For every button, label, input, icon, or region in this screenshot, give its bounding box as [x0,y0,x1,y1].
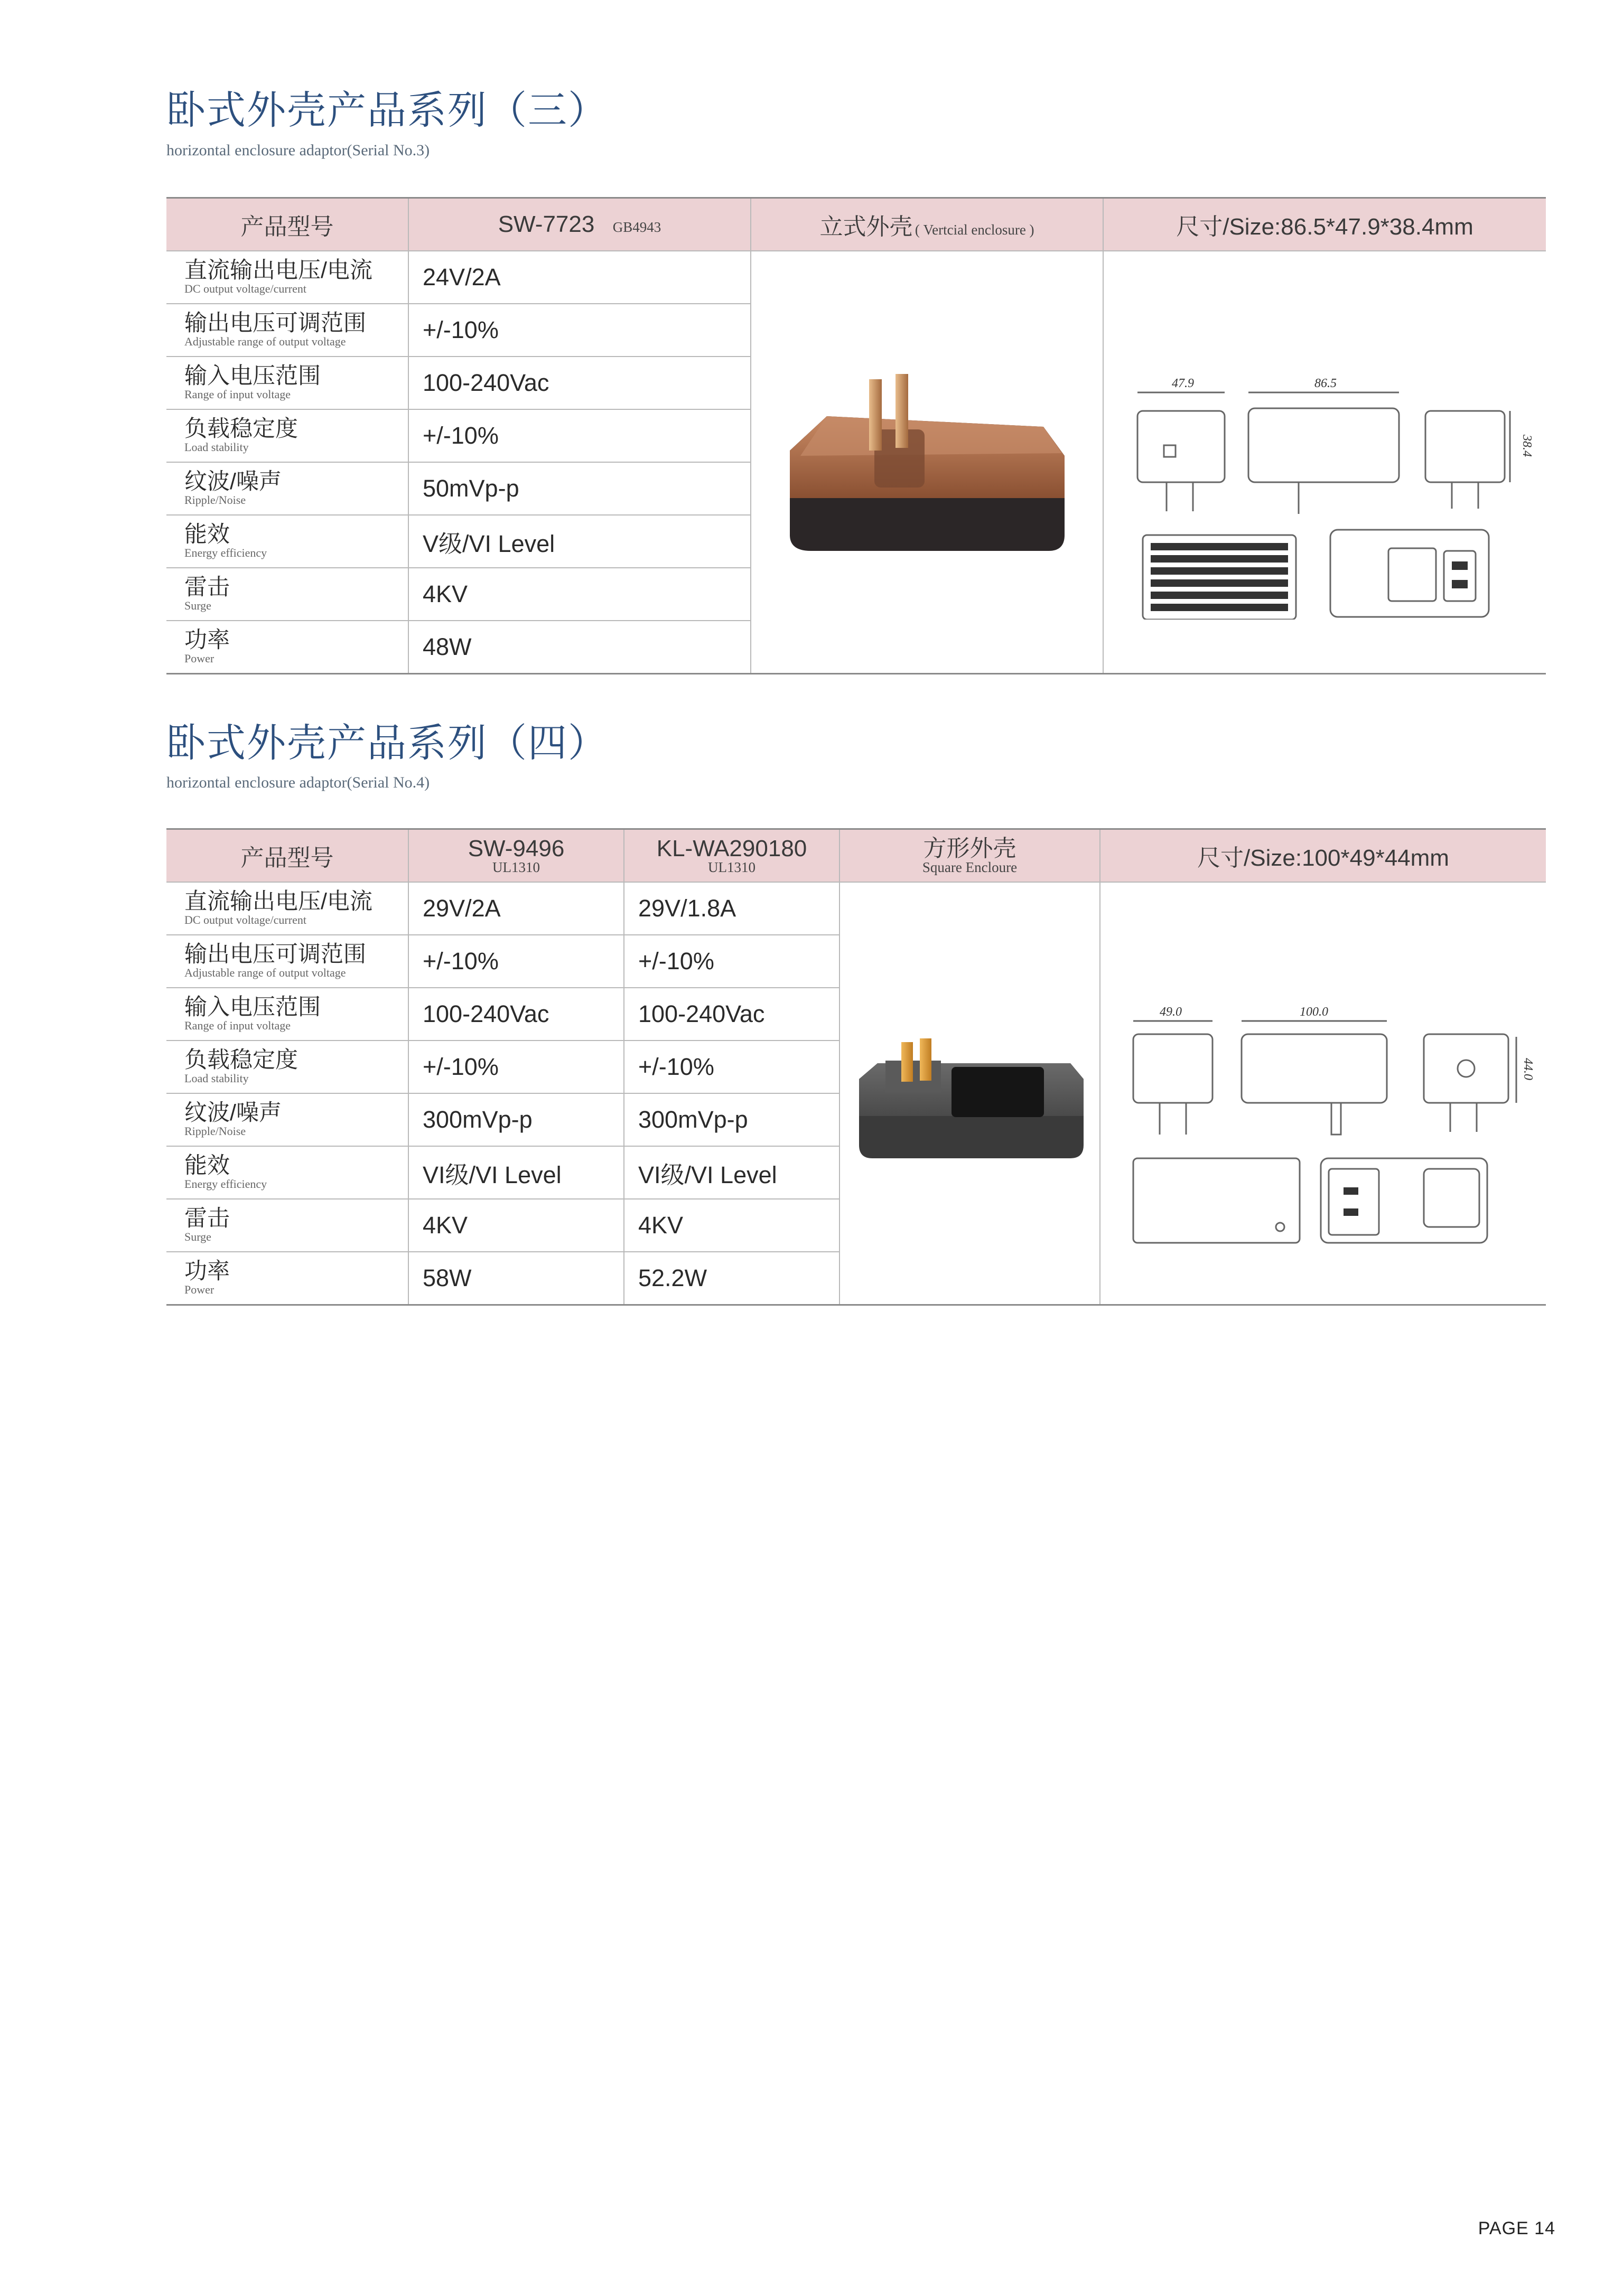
serial4-dimension-drawing-cell [1100,882,1546,1305]
table-row: 输入电压范围 Range of input voltage 100-240Vac [166,357,1546,409]
serial4-dimension-drawing [1112,934,1535,1251]
serial3-model: SW-7723 [498,211,595,237]
table-row: 纹波/噪声 Ripple/Noise 300mVp-p 300mVp-p [166,1093,1546,1146]
spec-value: +/-10% [624,1041,840,1093]
serial4-header-label: 产品型号 [166,829,408,883]
page-number: PAGE 14 [1478,2218,1555,2238]
serial3-subtitle: horizontal enclosure adaptor(Serial No.3) [166,142,430,159]
table-row: 纹波/噪声 Ripple/Noise 50mVp-p [166,462,1546,515]
spec-value: 58W [408,1252,624,1305]
table-row: 输出电压可调范围 Adjustable range of output voltage +/-10% [166,304,1546,357]
table-row: 负载稳定度 Load stability +/-10% [166,409,1546,462]
spec-value: 4KV [408,1199,624,1252]
serial3-product-photo-cell [751,251,1103,674]
serial4-product-photo [848,987,1092,1198]
serial3-enclosure-en: ( Vertcial enclosure ) [915,222,1034,238]
serial3-dim-length: 86.5 [1314,376,1337,390]
serial4-dim-depth: 49.0 [1159,1005,1182,1019]
serial4-cert2: UL1310 [708,859,755,875]
serial3-enclosure-zh: 立式外壳 [819,214,913,240]
spec-value: 100-240Vac [408,357,751,409]
table-row: 能效 Energy efficiency V级/VI Level [166,515,1546,568]
serial4-enclosure-en: Square Encloure [922,859,1018,875]
serial3-header-enclosure [751,198,1103,251]
table-row: 雷击 Surge 4KV [166,568,1546,621]
table-row: 输入电压范围 Range of input voltage 100-240Vac 100-240Vac [166,988,1546,1041]
serial4-product-photo-cell [840,882,1100,1305]
table-row: 功率 Power 48W [166,621,1546,674]
spec-value: VI级/VI Level [624,1146,840,1199]
serial3-dim-depth: 47.9 [1171,376,1194,390]
table-row: 雷击 Surge 4KV 4KV [166,1199,1546,1252]
serial3-header-label: 产品型号 [166,198,408,251]
spec-value: 100-240Vac [408,988,624,1041]
serial3-dimension-drawing [1114,303,1536,620]
serial3-header-row [166,198,1546,251]
serial4-header-row [166,829,1546,883]
spec-value: 48W [408,621,751,674]
serial3-header-model [408,198,751,251]
serial3-dim-height: 38.4 [1519,434,1534,457]
spec-value: +/-10% [624,935,840,988]
spec-value: 300mVp-p [624,1093,840,1146]
spec-value: 50mVp-p [408,462,751,515]
serial4-header-model1 [408,829,624,883]
serial4-model1: SW-9496 [468,835,565,861]
spec-value: +/-10% [408,409,751,462]
serial3-product-photo [769,324,1086,598]
serial3-cert: GB4943 [612,219,661,235]
table-row: 功率 Power 58W 52.2W [166,1252,1546,1305]
spec-value: 24V/2A [408,251,751,304]
spec-value: 29V/2A [408,882,624,935]
spec-value: 300mVp-p [408,1093,624,1146]
serial3-title: 卧式外壳产品系列（三） [166,89,608,133]
spec-value: VI级/VI Level [408,1146,624,1199]
serial3-header-size: 尺寸/Size:86.5*47.9*38.4mm [1103,198,1546,251]
spec-value: 4KV [408,568,751,621]
spec-value: +/-10% [408,1041,624,1093]
table-row: 输出电压可调范围 Adjustable range of output voltage +/-10% +/-10% [166,935,1546,988]
spec-value: V级/VI Level [408,515,751,568]
serial4-header-size: 尺寸/Size:100*49*44mm [1100,829,1546,883]
serial3-spec-table [166,197,1546,674]
table-row: 能效 Energy efficiency VI级/VI Level VI级/VI Level [166,1146,1546,1199]
spec-value: 29V/1.8A [624,882,840,935]
serial4-cert1: UL1310 [492,859,540,875]
serial3-dimension-drawing-cell [1103,251,1546,674]
spec-value: 100-240Vac [624,988,840,1041]
serial4-header-enclosure [840,829,1100,883]
serial4-header-model2 [624,829,840,883]
serial4-title: 卧式外壳产品系列（四） [166,722,608,765]
table-row: 直流输出电压/电流 DC output voltage/current 24V/2A 47.9 86.5 38.4 [166,251,1546,304]
serial4-enclosure-zh: 方形外壳 [923,835,1016,861]
serial4-model2: KL-WA290180 [656,835,807,861]
spec-value: 4KV [624,1199,840,1252]
spec-value: 52.2W [624,1252,840,1305]
serial4-spec-table [166,828,1546,1306]
serial4-dim-length: 100.0 [1299,1005,1328,1019]
table-row: 直流输出电压/电流 DC output voltage/current 29V/2A 29V/1.8A 49.0 100.0 44.0 [166,882,1546,935]
serial4-subtitle: horizontal enclosure adaptor(Serial No.4) [166,774,430,791]
spec-value: +/-10% [408,304,751,357]
spec-value: +/-10% [408,935,624,988]
table-row: 负载稳定度 Load stability +/-10% +/-10% [166,1041,1546,1093]
serial4-dim-height: 44.0 [1521,1057,1535,1080]
